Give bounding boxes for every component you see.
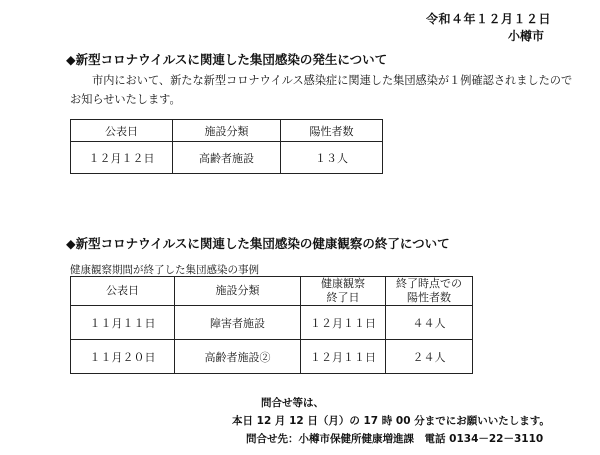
table-cell: ２４人	[386, 340, 473, 374]
header-cell: 健康観察 終了日	[301, 277, 386, 306]
table-cell: １２月１１日	[301, 340, 386, 374]
issuer-city: 小樽市	[508, 29, 545, 43]
table-row	[71, 340, 473, 374]
section2-heading: ◆新型コロナウイルスに関連した集団感染の健康観察の終了について	[66, 236, 450, 251]
document-date: 令和４年１２月１２日	[426, 12, 552, 26]
table-cell: ４４人	[386, 306, 473, 340]
observation-end-table	[70, 276, 473, 374]
header-cell: 施設分類	[175, 277, 301, 306]
table-cell: 高齢者施設②	[175, 340, 301, 374]
table-header-row	[71, 277, 473, 306]
contact-intro: 問合せ等は、	[261, 397, 324, 409]
section2-caption: 健康観察期間が終了した集団感染の事例	[70, 264, 259, 276]
header-cell: 公表日	[71, 277, 175, 306]
table-cell: １２月１２日	[71, 142, 173, 174]
table-row	[71, 306, 473, 340]
table-cell: １１月１１日	[71, 306, 175, 340]
header-cell: 陽性者数	[281, 120, 383, 142]
outbreak-table	[70, 119, 383, 174]
table-row	[71, 142, 383, 174]
paragraph-line: お知らせいたします。	[70, 93, 181, 106]
header-cell: 終了時点での 陽性者数	[386, 277, 473, 306]
contact-deadline: 本日 12 月 12 日（月）の 17 時 00 分までにお願いいたします。	[232, 415, 550, 427]
header-cell: 施設分類	[173, 120, 281, 142]
table-header-row	[71, 120, 383, 142]
section1-heading: ◆新型コロナウイルスに関連した集団感染の発生について	[66, 52, 388, 67]
table-cell: １２月１１日	[301, 306, 386, 340]
paragraph-line: 市内において、新たな新型コロナウイルス感染症に関連した集団感染が１例確認されましたので	[92, 74, 573, 87]
table-cell: 高齢者施設	[173, 142, 281, 174]
header-cell: 公表日	[71, 120, 173, 142]
table-cell: 障害者施設	[175, 306, 301, 340]
table-cell: １１月２０日	[71, 340, 175, 374]
table-cell: １３人	[281, 142, 383, 174]
section1-paragraph	[70, 71, 572, 109]
contact-info: 問合せ先：小樽市保健所健康増進課 電話 0134－22－3110	[246, 433, 544, 445]
